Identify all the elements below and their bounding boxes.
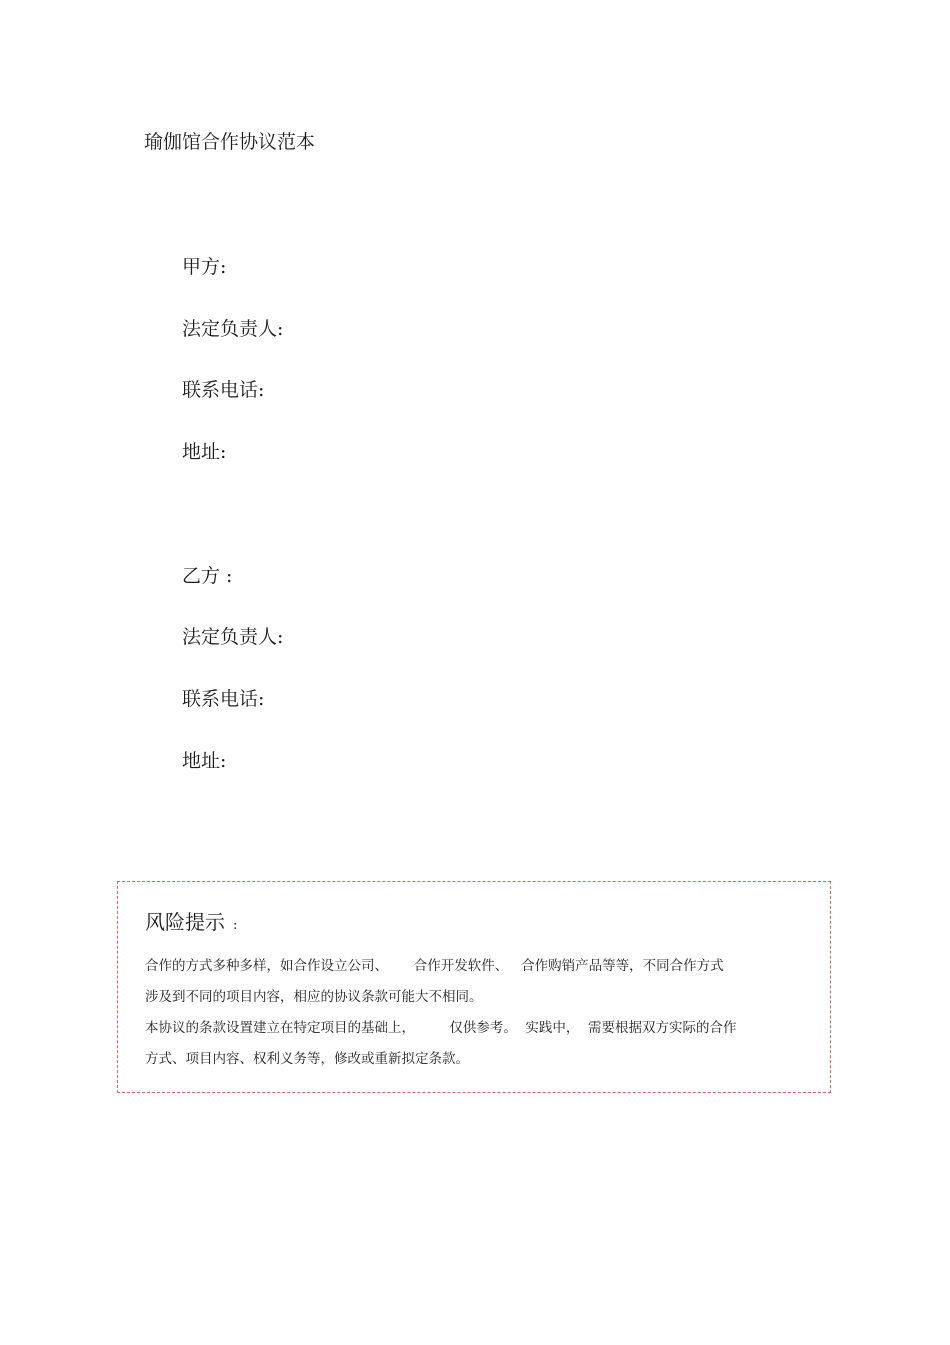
risk-notice-title-colon: : bbox=[233, 918, 238, 933]
party-a-label: 甲方: bbox=[182, 256, 227, 278]
party-a-phone-label: 联系电话: bbox=[182, 379, 265, 401]
party-b-address-label: 地址: bbox=[182, 750, 227, 772]
party-b-phone-label: 联系电话: bbox=[182, 688, 265, 710]
party-b-legal-rep-label: 法定负责人: bbox=[182, 626, 284, 648]
risk-notice-box bbox=[117, 881, 831, 1093]
risk-notice-line: 合作的方式多种多样，如合作设立公司、 合作开发软件、 合作购销产品等等，不同合作方式 bbox=[145, 958, 724, 974]
risk-notice-title-text: 风险提示 bbox=[145, 910, 225, 934]
risk-notice-title bbox=[145, 908, 237, 940]
document-title: 瑜伽馆合作协议范本 bbox=[144, 131, 316, 153]
risk-notice-line: 本协议的条款设置建立在特定项目的基础上， 仅供参考。 实践中， 需要根据双方实际的合作 bbox=[145, 1020, 737, 1036]
risk-notice-line: 方式、项目内容、权利义务等，修改或重新拟定条款。 bbox=[145, 1051, 469, 1067]
risk-notice-line: 涉及到不同的项目内容，相应的协议条款可能大不相同。 bbox=[145, 989, 483, 1005]
party-a-legal-rep-label: 法定负责人: bbox=[182, 318, 284, 340]
party-a-address-label: 地址: bbox=[182, 441, 227, 463]
party-b-label: 乙方 : bbox=[182, 565, 233, 587]
